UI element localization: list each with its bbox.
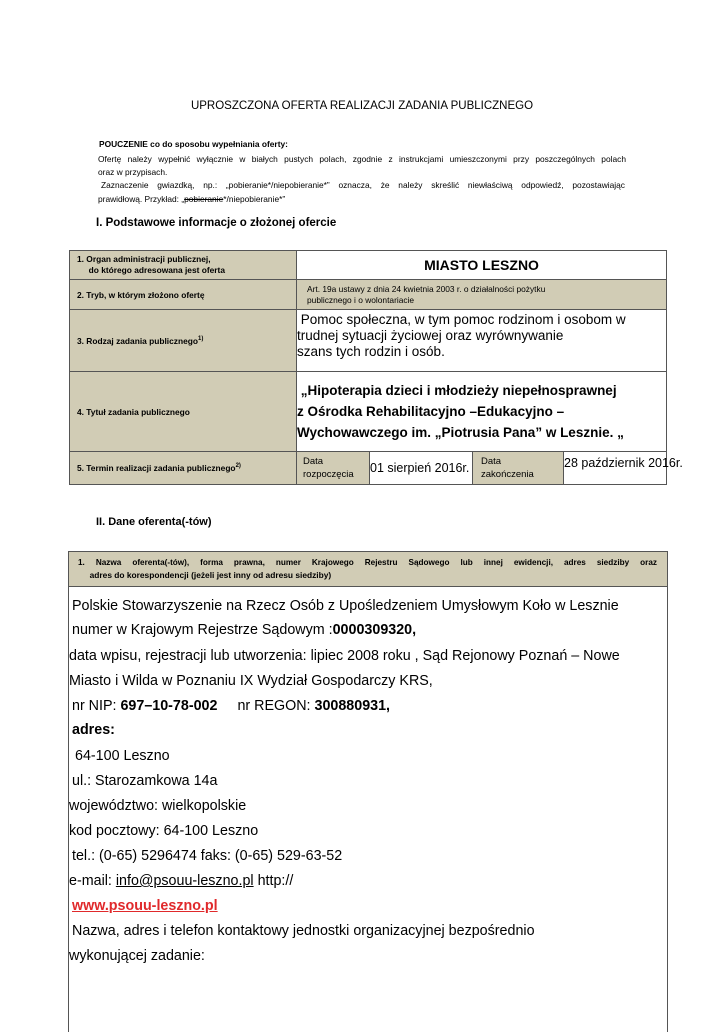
row-title	[70, 372, 667, 452]
row-dates	[70, 452, 667, 485]
executing-unit-line-1: Nazwa, adres i telefon kontaktowy jednostki organizacyjnej bezpośrednio	[72, 923, 535, 939]
website-link[interactable]: www.psouu-leszno.pl	[72, 898, 218, 914]
instructions-line-3: Zaznaczenie gwiazdką, np.: „pobieranie*/niepobieranie*” oznacza, że należy skreślić niewłaściwą odpowiedź, pozostawiając	[101, 180, 625, 190]
row-organ	[70, 251, 667, 280]
email-link[interactable]: info@psouu-leszno.pl	[115, 873, 254, 889]
instructions-line-4	[98, 193, 285, 206]
dates-label: 5. Termin realizacji zadania publicznego$^{2)}$	[70, 452, 297, 485]
instructions-line-1: Ofertę należy wypełnić wyłącznie w białych pustych polach, zgodnie z instrukcjami umieszczonymi przy poszczególnych polach	[98, 154, 626, 164]
end-date-label: Data zakończenia	[473, 452, 564, 485]
start-date-value[interactable]: 01 sierpień 2016r.	[370, 452, 473, 485]
executing-unit-line-2: wykonującej zadanie:	[69, 948, 205, 964]
offerer-box-header: 1. Nazwa oferenta(-tów), forma prawna, numer Krajowego Rejestru Sądowego lub innej ewidencji, adres siedziby oraz adres do korespondencji (jeżeli jest inny od adresu siedziby)	[69, 552, 667, 587]
email-line: e-mail: info@psouu-leszno.pl http://	[69, 873, 294, 889]
section-1-heading: I. Podstawowe informacje o złożonej ofercie	[96, 217, 337, 229]
basic-info-table	[69, 250, 683, 485]
task-title-value[interactable]: „Hipoterapia dzieci i młodzieży niepełnosprawnej z Ośrodka Rehabilitacyjno –Edukacyjno – Wychowawczego im. „Piotrusia Pana” w Lesznie. „	[297, 372, 667, 452]
address-city[interactable]: 64-100 Leszno	[75, 748, 170, 764]
instructions-example-strike: pobieranie	[184, 194, 224, 204]
nip-regon-line[interactable]: nr NIP: 697–10-78-002 nr REGON: 300880931,	[72, 698, 391, 714]
end-date-value[interactable]: 28 październik 2016r.	[564, 452, 667, 485]
instructions-example-post: */niepobieranie*”	[223, 194, 286, 204]
organ-value[interactable]: MIASTO LESZNO	[297, 251, 667, 280]
task-title-label: 4. Tytuł zadania publicznego	[70, 372, 297, 452]
phone-fax-line[interactable]: tel.: (0-65) 5296474 faks: (0-65) 529-63-52	[72, 848, 343, 864]
mode-label: 2. Tryb, w którym złożono ofertę	[70, 280, 297, 310]
row-type	[70, 310, 667, 372]
registration-line-2[interactable]: Miasto i Wilda w Poznaniu IX Wydział Gospodarczy KRS,	[69, 673, 433, 689]
start-date-label: Data rozpoczęcia	[297, 452, 370, 485]
mode-value: Art. 19a ustawy z dnia 24 kwietnia 2003 r. o działalności pożytku publicznego i o wolontariacie	[297, 280, 667, 310]
registration-line-1[interactable]: data wpisu, rejestracji lub utworzenia: lipiec 2008 roku , Sąd Rejonowy Poznań – Nowe	[69, 648, 620, 664]
type-value[interactable]: Pomoc społeczna, w tym pomoc rodzinom i osobom w trudnej sytuacji życiowej oraz wyrównywanie szans tych rodzin i osób.	[297, 310, 667, 372]
instructions-line-2: oraz w przypisach.	[98, 167, 168, 177]
address-postal-code[interactable]: kod pocztowy: 64-100 Leszno	[69, 823, 259, 839]
type-label: 3. Rodzaj zadania publicznego$^{1)}$	[70, 310, 297, 372]
organ-label: 1. Organ administracji publicznej, do którego adresowana jest oferta	[70, 251, 297, 280]
address-label: adres:	[72, 722, 115, 738]
instructions-heading: POUCZENIE co do sposobu wypełniania oferty:	[99, 139, 288, 149]
address-voivodeship[interactable]: województwo: wielkopolskie	[69, 798, 247, 814]
instructions-example-pre: prawidłową. Przykład: „	[98, 194, 185, 204]
section-2-heading: II. Dane oferenta(-tów)	[96, 516, 212, 528]
org-name[interactable]: Polskie Stowarzyszenie na Rzecz Osób z Upośledzeniem Umysłowym Koło w Lesznie	[72, 598, 619, 614]
address-street[interactable]: ul.: Starozamkowa 14a	[72, 773, 218, 789]
krs-line[interactable]: numer w Krajowym Rejestrze Sądowym :0000309320,	[72, 622, 417, 638]
row-mode	[70, 280, 667, 310]
document-title: UPROSZCZONA OFERTA REALIZACJI ZADANIA PUBLICZNEGO	[190, 100, 534, 112]
